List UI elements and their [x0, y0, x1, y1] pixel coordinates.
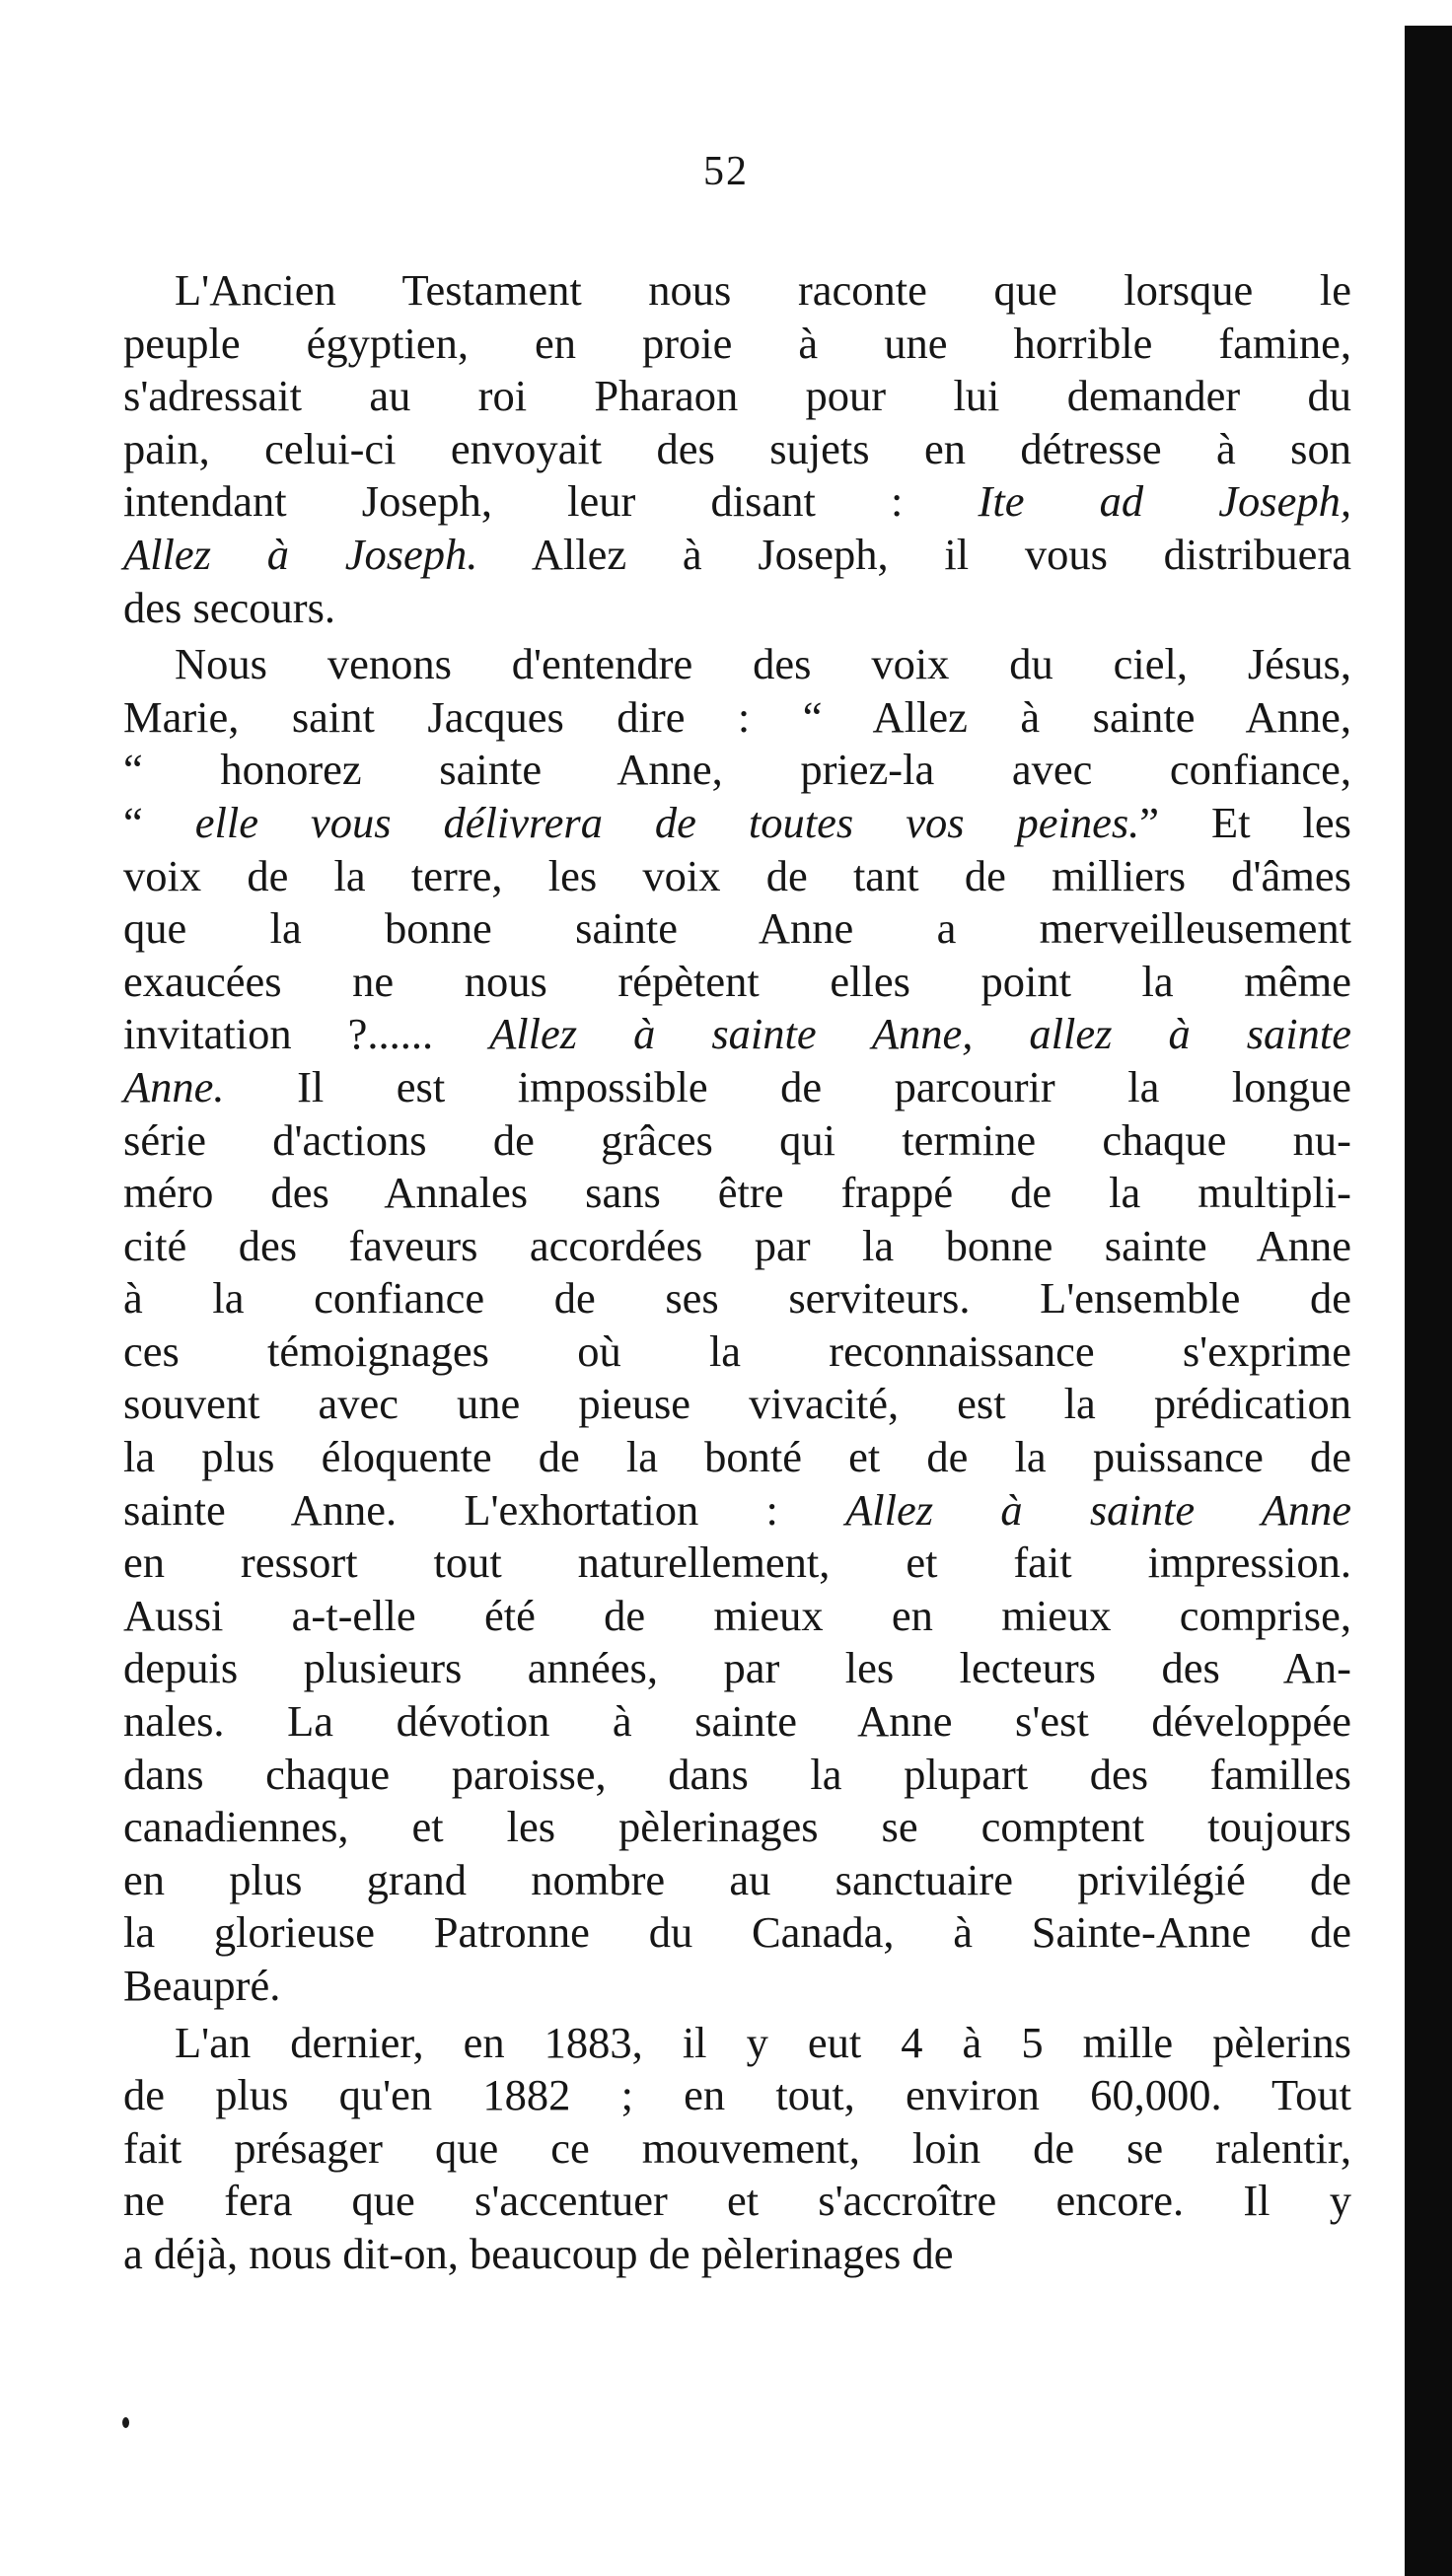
- text-line: [123, 1325, 1351, 1379]
- text-segment: ” Et les: [1139, 797, 1351, 847]
- text-line: [123, 956, 1351, 1009]
- text-line: [123, 1695, 1351, 1749]
- text-segment: sainte Anne. L'exhortation :: [123, 1484, 846, 1535]
- text-segment: Allez à Joseph, il vous distribuera: [477, 529, 1351, 579]
- italic-text: Allez à Joseph.: [123, 529, 478, 579]
- italic-text: Anne.: [123, 1061, 225, 1111]
- text-line: [123, 2017, 1351, 2070]
- text-line: [123, 1590, 1351, 1643]
- text-line: [123, 1114, 1351, 1168]
- text-line: [123, 423, 1351, 476]
- text-segment: peuple égyptien, en proie à une horrible famine,: [123, 318, 1351, 368]
- text-line: [123, 902, 1351, 956]
- text-segment: nales. La dévotion à sainte Anne s'est développée: [123, 1696, 1351, 1747]
- text-line: [123, 1960, 1351, 2013]
- text-segment: Aussi a-t-elle été de mieux en mieux comprise,: [123, 1590, 1351, 1640]
- text-line: [123, 370, 1351, 423]
- text-line: [123, 797, 1351, 850]
- text-line: [123, 582, 1351, 635]
- text-segment: Nous venons d'entendre des voix du ciel, Jésus,: [175, 639, 1351, 689]
- text-segment: s'adressait au roi Pharaon pour lui demander du: [123, 371, 1351, 421]
- text-segment: des secours.: [123, 582, 336, 632]
- text-line: [123, 1801, 1351, 1854]
- text-segment: fait présager que ce mouvement, loin de se ralentir,: [123, 2122, 1351, 2173]
- italic-text: Allez à sainte Anne, allez à sainte: [489, 1009, 1351, 1059]
- text-segment: canadiennes, et les pèlerinages se comptent toujours: [123, 1802, 1351, 1852]
- text-line: [123, 1272, 1351, 1325]
- text-segment: souvent avec une pieuse vivacité, est la prédication: [123, 1379, 1351, 1429]
- text-line: [123, 744, 1351, 797]
- text-line: [123, 318, 1351, 371]
- body-text: [123, 264, 1351, 2281]
- text-line: [123, 1167, 1351, 1220]
- text-line: [123, 264, 1351, 318]
- text-line: [123, 1484, 1351, 1538]
- text-segment: Marie, saint Jacques dire : “ Allez à sainte Anne,: [123, 691, 1351, 742]
- text-segment: L'an dernier, en 1883, il y eut 4 à 5 mille pèlerins: [175, 2017, 1351, 2067]
- text-line: [123, 1431, 1351, 1484]
- text-line: [123, 1220, 1351, 1273]
- text-segment: “ honorez sainte Anne, priez-la avec confiance,: [123, 745, 1351, 795]
- italic-text: Allez à sainte Anne: [845, 1484, 1351, 1535]
- italic-text: elle vous délivrera de toutes vos peines.: [194, 797, 1140, 847]
- italic-text: Ite ad Joseph,: [978, 476, 1351, 527]
- text-segment: invitation ?......: [123, 1009, 490, 1059]
- text-segment: de plus qu'en 1882 ; en tout, environ 60,000. Tout: [123, 2070, 1351, 2120]
- text-segment: que la bonne sainte Anne a merveilleusement: [123, 903, 1351, 954]
- text-segment: “: [123, 797, 195, 847]
- text-line: [123, 1061, 1351, 1114]
- text-segment: série d'actions de grâces qui termine chaque nu-: [123, 1114, 1351, 1165]
- text-line: [123, 529, 1351, 582]
- text-segment: intendant Joseph, leur disant :: [123, 476, 979, 527]
- text-segment: depuis plusieurs années, par les lecteurs des An-: [123, 1643, 1351, 1693]
- text-line: [123, 1642, 1351, 1695]
- text-segment: cité des faveurs accordées par la bonne sainte Anne: [123, 1220, 1351, 1270]
- text-line: [123, 1008, 1351, 1061]
- text-line: [123, 2069, 1351, 2122]
- text-line: [123, 2175, 1351, 2228]
- text-line: [123, 2122, 1351, 2176]
- text-line: [123, 475, 1351, 529]
- text-segment: voix de la terre, les voix de tant de milliers d'âmes: [123, 850, 1351, 900]
- text-segment: exaucées ne nous répètent elles point la même: [123, 956, 1351, 1006]
- text-segment: Il est impossible de parcourir la longue: [224, 1061, 1351, 1111]
- text-segment: dans chaque paroisse, dans la plupart des familles: [123, 1749, 1351, 1799]
- text-line: [123, 1537, 1351, 1590]
- scan-edge-shadow: [1405, 26, 1452, 2576]
- text-segment: Beaupré.: [123, 1961, 281, 2010]
- text-segment: a déjà, nous dit-on, beaucoup de pèlerinages de: [123, 2228, 954, 2278]
- text-line: [123, 1378, 1351, 1431]
- text-segment: à la confiance de ses serviteurs. L'ensemble de: [123, 1273, 1351, 1324]
- text-line: [123, 1906, 1351, 1960]
- text-line: [123, 1749, 1351, 1802]
- text-segment: en plus grand nombre au sanctuaire privilégié de: [123, 1854, 1351, 1904]
- text-segment: méro des Annales sans être frappé de la multipli-: [123, 1168, 1351, 1218]
- text-line: [123, 850, 1351, 903]
- text-segment: en ressort tout naturellement, et fait impression.: [123, 1538, 1351, 1588]
- text-segment: la plus éloquente de la bonté et de la puissance de: [123, 1432, 1351, 1482]
- margin-speck: [122, 2417, 129, 2428]
- text-line: [123, 638, 1351, 691]
- text-segment: L'Ancien Testament nous raconte que lorsque le: [175, 265, 1351, 315]
- page-number: 52: [703, 149, 749, 194]
- text-segment: ne fera que s'accentuer et s'accroître encore. Il y: [123, 2176, 1351, 2226]
- text-line: [123, 691, 1351, 745]
- text-line: [123, 2228, 1351, 2281]
- text-segment: pain, celui-ci envoyait des sujets en détresse à son: [123, 423, 1351, 473]
- text-segment: la glorieuse Patronne du Canada, à Sainte-Anne de: [123, 1907, 1351, 1958]
- text-segment: ces témoignages où la reconnaissance s'exprime: [123, 1325, 1351, 1376]
- text-line: [123, 1854, 1351, 1907]
